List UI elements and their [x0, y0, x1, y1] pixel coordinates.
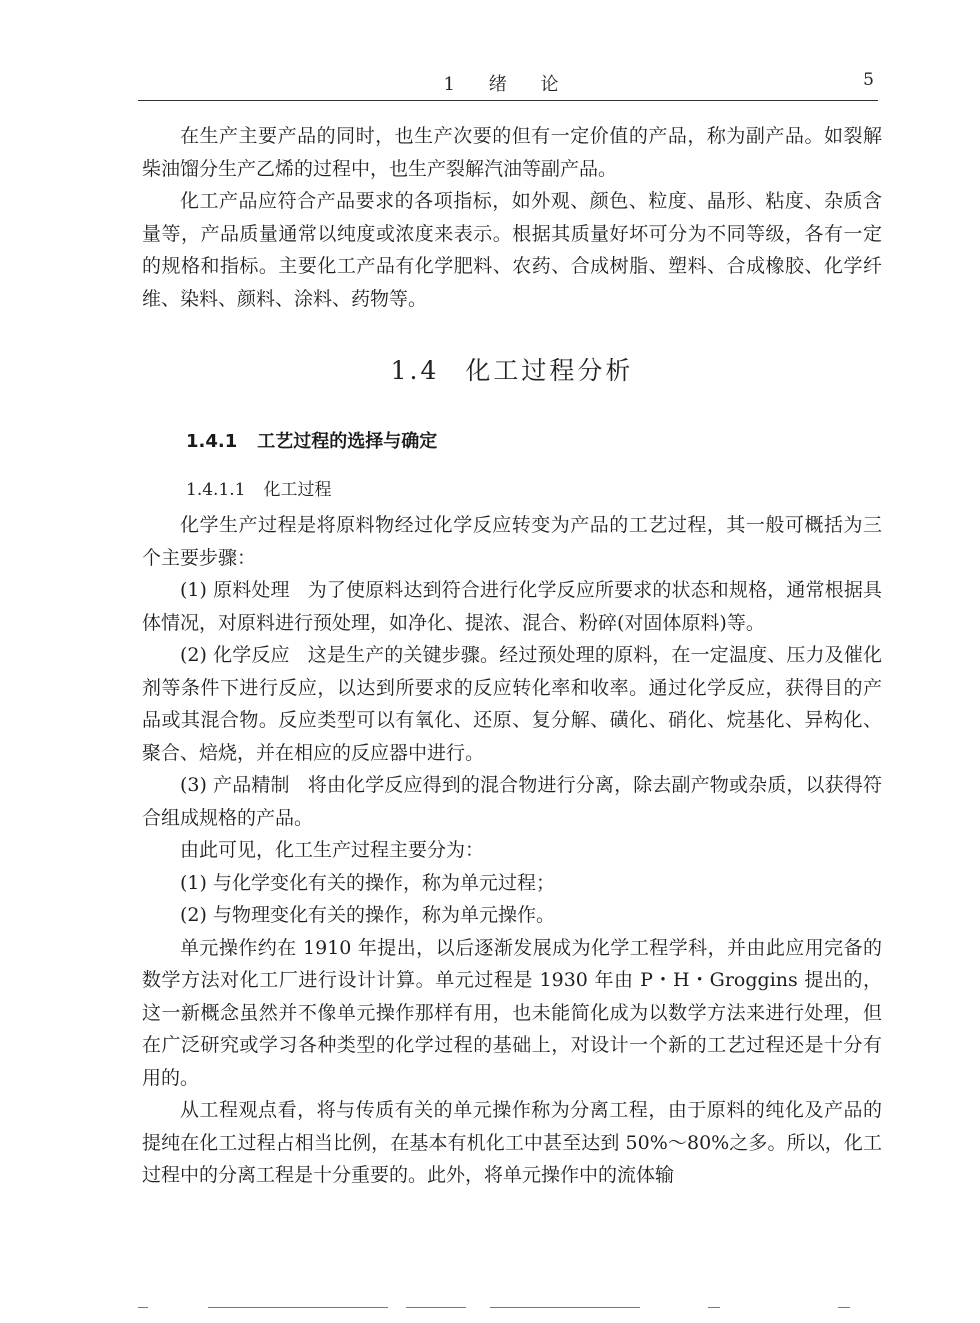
scan-mark [838, 1307, 850, 1308]
step-text: 为了使原料达到符合进行化学反应所要求的状态和规格，通常根据具体情况，对原料进行预处理，如净化、提浓、混合、粉碎(对固体原料)等。 [142, 579, 882, 634]
section-title-text: 化工过程分析 [465, 356, 634, 385]
paragraph-quality: 化工产品应符合产品要求的各项指标，如外观、颜色、粒度、晶形、粘度、杂质含量等，产品质量通常以纯度或浓度来表示。根据其质量好坏可分为不同等级，各有一定的规格和指标。主要化工产品有化学肥料、农药、合成树脂、塑料、合成橡胶、化学纤维、染料、颜料、涂料、药物等。 [142, 190, 882, 310]
paragraph-history: 单元操作约在 1910 年提出，以后逐渐发展成为化学工程学科，并由此应用完备的数学方法对化工厂进行设计计算。单元过程是 1930 年由 P・H・Groggins 提出的，这一新概念虽然并不像单元操作那样有用，也未能简化成为以数学方法来进行处理，但在广泛研究或学习各种类型的化学过程的基础上，对设计一个新的工艺过程还是十分有用的。 [142, 936, 882, 1089]
running-header [138, 66, 878, 96]
step-raw-material [142, 574, 882, 639]
scan-mark [490, 1307, 640, 1308]
subsection-title-text: 工艺过程的选择与确定 [257, 431, 438, 452]
subsection-number: 1.4.1 [186, 431, 238, 452]
subsection-heading [186, 427, 882, 457]
step-chemical-reaction [142, 639, 882, 769]
section-number: 1.4 [390, 356, 440, 385]
step-text: 这是生产的关键步骤。经过预处理的原料，在一定温度、压力及催化剂等条件下进行反应，以达到所要求的反应转化率和收率。通过化学反应，获得目的产品或其混合物。反应类型可以有氧化、还原、复分解、磺化、硝化、烷基化、异构化、聚合、焙烧，并在相应的反应器中进行。 [142, 644, 882, 764]
step-product-refining [142, 769, 882, 834]
step-label: (3) 产品精制 [180, 774, 290, 796]
chapter-title: 1 绪 论 [443, 74, 573, 95]
scan-mark [708, 1307, 720, 1308]
paragraph-byproduct: 在生产主要产品的同时，也生产次要的但有一定价值的产品，称为副产品。如裂解柴油馏分生产乙烯的过程中，也生产裂解汽油等副产品。 [142, 125, 882, 180]
scan-mark [208, 1307, 388, 1308]
step-label: (2) 化学反应 [180, 644, 290, 666]
subsubsection-heading [186, 475, 882, 505]
subsubsection-number: 1.4.1.1 [186, 480, 246, 500]
paragraph-summary: 由此可见，化工生产过程主要分为： [180, 839, 485, 861]
list-item-unit-operation: (2) 与物理变化有关的操作，称为单元操作。 [180, 904, 555, 926]
step-label: (1) 原料处理 [180, 579, 290, 601]
page-number: 5 [863, 70, 874, 90]
step-text: 将由化学反应得到的混合物进行分离，除去副产物或杂质，以获得符合组成规格的产品。 [142, 774, 882, 829]
scan-footer-marks [138, 1305, 878, 1311]
subsubsection-title-text: 化工过程 [263, 480, 332, 500]
paragraph-process-intro: 化学生产过程是将原料物经过化学反应转变为产品的工艺过程，其一般可概括为三个主要步骤： [142, 514, 882, 569]
scan-mark [138, 1307, 148, 1308]
header-rule [138, 100, 878, 101]
scan-mark [406, 1307, 466, 1308]
section-heading [142, 351, 882, 387]
page-content [142, 120, 882, 1192]
list-item-unit-process: (1) 与化学变化有关的操作，称为单元过程； [180, 871, 555, 894]
paragraph-separation-engineering: 从工程观点看，将与传质有关的单元操作称为分离工程，由于原料的纯化及产品的提纯在化工过程占相当比例，在基本有机化工中甚至达到 50%～80%之多。所以，化工过程中的分离工程是十分重要的。此外，将单元操作中的流体输 [142, 1099, 882, 1186]
